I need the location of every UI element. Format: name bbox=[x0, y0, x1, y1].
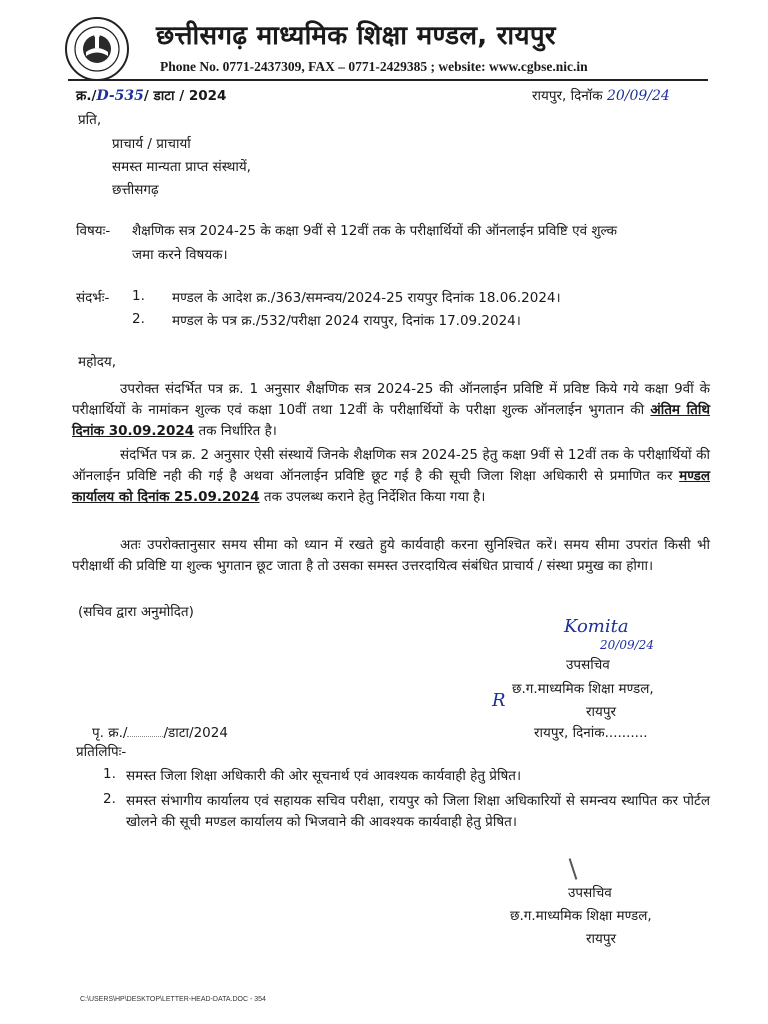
salutation: महोदय, bbox=[78, 354, 117, 370]
copy-item-text-1: समस्त जिला शिक्षा अधिकारी की ओर सूचनार्थ एवं आवश्यक कार्यवाही हेतु प्रेषित। bbox=[126, 768, 522, 784]
header-rule bbox=[68, 79, 708, 81]
reference-num-2: 2. bbox=[132, 311, 145, 327]
submission-date-highlight: मण्डल कार्यालय को दिनांक 25.09.2024 bbox=[72, 468, 710, 505]
endorsement-place-date: रायपुर, दिनांक.......... bbox=[534, 725, 648, 741]
signatory-2-city: रायपुर bbox=[586, 931, 617, 947]
signature-date-handwritten: 20/09/24 bbox=[600, 638, 654, 652]
initials-handwritten: R bbox=[492, 690, 506, 711]
references-label: संदर्भः- bbox=[76, 290, 110, 306]
signatory-city: रायपुर bbox=[586, 704, 617, 720]
endorsement-ref-blank bbox=[127, 736, 163, 737]
letter-ref bbox=[76, 86, 226, 104]
subject-label: विषयः- bbox=[76, 223, 111, 239]
recipient-line-1: प्राचार्य / प्राचार्या bbox=[112, 136, 191, 152]
signature-handwritten: Komita bbox=[564, 616, 629, 637]
signatory-organization: छ.ग.माध्यमिक शिक्षा मण्डल, bbox=[512, 681, 654, 697]
paragraph-3-text: अतः उपरोक्तानुसार समय सीमा को ध्यान में रखते हुये कार्यवाही करना सुनिश्चित करें। समय सीमा उपरांत किसी भी परीक्षार्थी की प्रविष्टि या शुल्क भुगतान छूट जाता है तो उसका समस्त उत्तरदायित्व संबंधित प्राचार्य / संस्था प्रमुख का होगा। bbox=[72, 537, 710, 574]
place-date-label: रायपुर, दिनॉक bbox=[532, 88, 603, 104]
ref-suffix: / डाटा / 2024 bbox=[143, 88, 227, 104]
paragraph-2-end: तक उपलब्ध कराने हेतु निर्देशित किया गया है। bbox=[263, 489, 486, 505]
approval-note: (सचिव द्वारा अनुमोदित) bbox=[78, 604, 194, 620]
reference-num-1: 1. bbox=[132, 288, 145, 304]
signature-stroke bbox=[569, 858, 578, 880]
copy-item-num-2: 2. bbox=[103, 791, 116, 807]
paragraph-2 bbox=[72, 445, 710, 508]
endorsement-ref-suffix: /डाटा/2024 bbox=[163, 725, 228, 741]
recipient-to: प्रति, bbox=[78, 112, 102, 128]
signatory-2-organization: छ.ग.माध्यमिक शिक्षा मण्डल, bbox=[510, 908, 652, 924]
signatory-2-designation: उपसचिव bbox=[568, 885, 612, 901]
letterhead-contact: Phone No. 0771-2437309, FAX – 0771-2429385 ; website: www.cgbse.nic.in bbox=[160, 59, 588, 74]
ref-number-handwritten: D-535 bbox=[96, 88, 144, 104]
endorsement-ref-prefix: पृ. क्र./ bbox=[92, 725, 128, 741]
last-date-highlight: अंतिम तिथि दिनांक 30.09.2024 bbox=[72, 402, 711, 439]
copy-label: प्रतिलिपिः- bbox=[76, 744, 127, 760]
paragraph-1-end: तक निर्धारित है। bbox=[198, 423, 277, 439]
ref-prefix: क्र./ bbox=[76, 88, 97, 104]
file-path-footer: C:\USERS\HP\DESKTOP\LETTER-HEAD-DATA.DOC - 354 bbox=[80, 996, 266, 1003]
reference-text-1: मण्डल के आदेश क्र./363/समन्वय/2024-25 रायपुर दिनांक 18.06.2024। bbox=[172, 290, 561, 306]
paragraph-3 bbox=[72, 535, 710, 577]
place-date bbox=[532, 86, 670, 104]
endorsement-ref bbox=[92, 723, 228, 741]
copy-item-num-1: 1. bbox=[103, 766, 116, 782]
letterhead-title: छत्तीसगढ़ माध्यमिक शिक्षा मण्डल, रायपुर bbox=[156, 21, 556, 51]
copy-item-text-2: समस्त संभागीय कार्यालय एवं सहायक सचिव परीक्षा, रायपुर को जिला शिक्षा अधिकारियों से समन्वय स्थापित कर पोर्टल खोलने की सूची मण्डल कार्यालय को भिजवाने की आवश्यक कार्यवाही हेतु प्रेषित। bbox=[126, 793, 710, 830]
signatory-designation: उपसचिव bbox=[566, 657, 610, 673]
reference-text-2: मण्डल के पत्र क्र./532/परीक्षा 2024 रायपुर, दिनांक 17.09.2024। bbox=[172, 313, 521, 329]
paragraph-1 bbox=[72, 379, 710, 442]
subject-line-1: शैक्षणिक सत्र 2024-25 के कक्षा 9वीं से 12वीं तक के परीक्षार्थियों की ऑनलाईन प्रविष्टि एवं शुल्क bbox=[132, 223, 618, 239]
recipient-line-3: छत्तीसगढ़ bbox=[112, 182, 159, 198]
recipient-line-2: समस्त मान्यता प्राप्त संस्थायें, bbox=[112, 159, 251, 175]
paragraph-2-text: संदर्भित पत्र क्र. 2 अनुसार ऐसी संस्थायें जिनके शैक्षणिक सत्र 2024-25 हेतु कक्षा 9वीं से 12वीं तक के परीक्षार्थियों की ऑनलाईन प्रविष्टि नही की गई है अथवा ऑनलाईन प्रविष्टि छूट गई है की सूची जिला शिक्षा अधिकारी से प्रमाणित कर bbox=[72, 447, 710, 484]
board-logo bbox=[64, 16, 130, 82]
paragraph-1-text: उपरोक्त संदर्भित पत्र क्र. 1 अनुसार शैक्षणिक सत्र 2024-25 की ऑनलाईन प्रविष्टि में प्रविष्ट किये गये कक्षा 9वीं के परीक्षार्थियों के नामांकन शुल्क एवं कक्षा 10वीं तथा 12वीं के परीक्षार्थियों के परीक्षा शुल्क ऑनलाईन भुगतान की bbox=[72, 381, 710, 418]
subject-line-2: जमा करने विषयक। bbox=[132, 247, 228, 263]
date-handwritten: 20/09/24 bbox=[606, 88, 670, 104]
